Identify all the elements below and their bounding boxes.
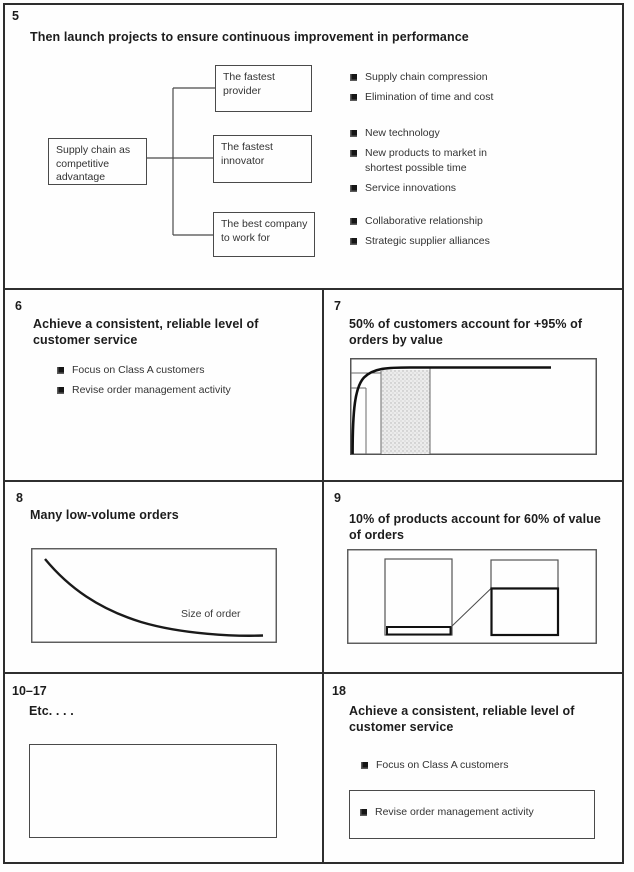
panel-6 [5,289,322,480]
bullet-square-icon [360,809,367,816]
list-item: New technology [350,126,515,141]
bullet-square-icon [350,218,357,225]
bullet-square-icon [350,74,357,81]
panel-18-number: 18 [332,684,346,698]
panel-18-title: Achieve a consistent, reliable level of customer service [349,704,575,734]
panel-5-number: 5 [12,9,19,23]
empty-placeholder-box [29,744,277,838]
panel-8-number: 8 [16,491,23,505]
bullets-fastest-innovator [350,126,515,201]
panel-9-number: 9 [334,491,341,505]
bullet-square-icon [350,150,357,157]
list-item: Revise order management activity [57,383,307,398]
list-item: Service innovations [350,181,515,196]
page-border [3,3,624,864]
bullet-square-icon [57,367,64,374]
list-item: Revise order management activity [360,805,594,820]
root-node-box: Supply chain as competitive advantage [48,138,147,185]
panel-18-bullets [361,758,601,778]
list-item: New products to market in shortest possible time [350,146,515,176]
curve-label: Size of order [181,608,241,620]
list-item: Supply chain compression [350,70,530,85]
branch-box-best-company: The best company to work for [213,212,315,257]
panel-9-title: 10% of products account for 60% of value of orders [349,512,601,542]
bullet-square-icon [361,762,368,769]
panel-18 [323,673,622,862]
panel-5-title: Then launch projects to ensure continuous improvement in performance [30,30,469,44]
panel-7-number: 7 [334,299,341,313]
highlighted-action-box [349,790,595,839]
pareto-curve-chart [350,358,597,455]
panel-8-title: Many low-volume orders [30,508,179,522]
list-item: Elimination of time and cost [350,90,530,105]
list-item: Collaborative relationship [350,214,540,229]
bullet-square-icon [350,185,357,192]
list-item: Focus on Class A customers [57,363,307,378]
panel-10-17-title: Etc. . . . [29,704,74,718]
panel-7-title: 50% of customers account for +95% of orders by value [349,317,583,347]
bullet-square-icon [350,130,357,137]
panel-7 [323,289,622,480]
product-value-bars-diagram [347,549,597,644]
bullet-square-icon [350,238,357,245]
list-item: Strategic supplier alliances [350,234,540,249]
panel-6-bullets [57,363,307,403]
panel-10-17-number: 10–17 [12,684,47,698]
panel-10-17 [5,673,322,862]
bullets-best-company [350,214,540,254]
panel-5 [5,5,622,288]
bullet-square-icon [57,387,64,394]
branch-box-fastest-provider: The fastest provider [215,65,312,112]
bullets-fastest-provider [350,70,530,110]
panel-8 [5,481,322,672]
order-size-curve-chart [31,548,277,643]
panel-9 [323,481,622,672]
list-item: Focus on Class A customers [361,758,601,773]
panel-6-title: Achieve a consistent, reliable level of customer service [33,317,259,347]
panel-6-number: 6 [15,299,22,313]
branch-box-fastest-innovator: The fastest innovator [213,135,312,183]
bullet-square-icon [350,94,357,101]
